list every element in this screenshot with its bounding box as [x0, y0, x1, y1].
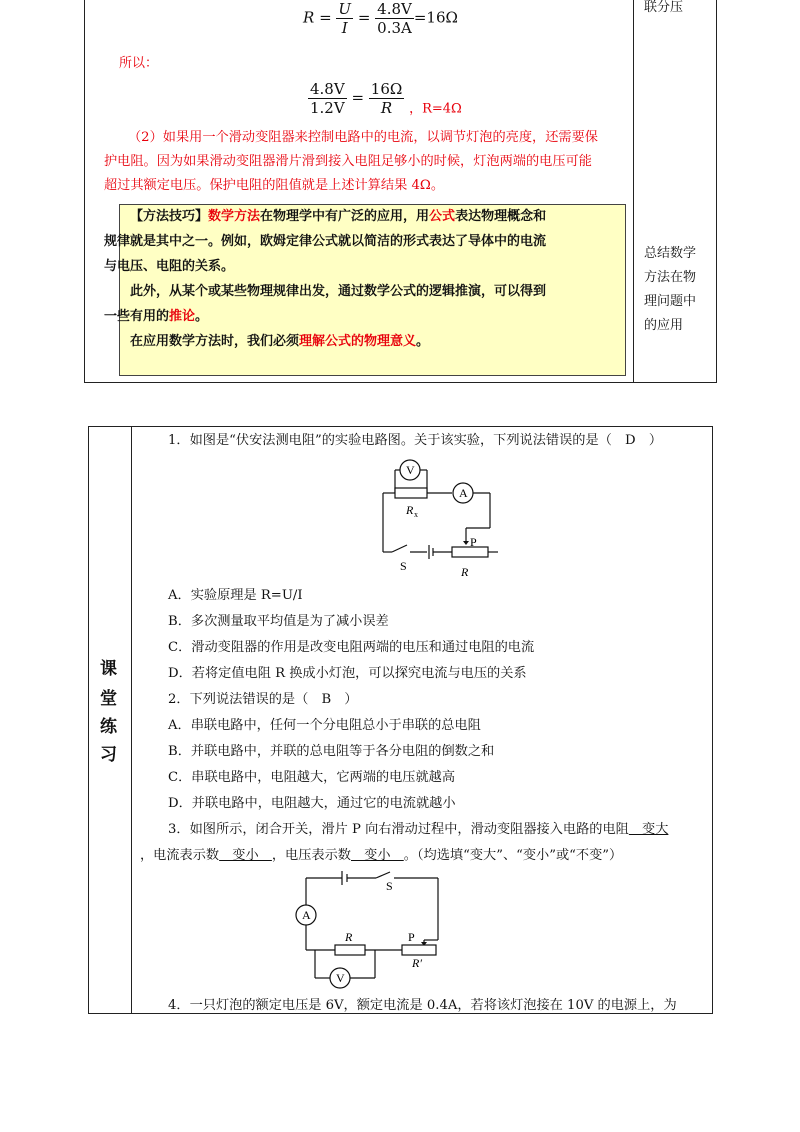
r-label: R — [345, 930, 353, 944]
option: B．多次测量取平均值是为了减小误差 — [168, 614, 389, 629]
voltmeter-label: V — [336, 971, 345, 985]
question-4: 4．一只灯泡的额定电压是 6V，额定电流是 0.4A，若将该灯泡接在 10V 的电源上，为 — [168, 998, 677, 1013]
answer-blank: 变大 — [628, 822, 669, 837]
option: D．若将定值电阻 R 换成小灯泡，可以探究电流与电压的关系 — [168, 666, 527, 681]
question-3-line1: 3．如图所示，闭合开关，滑片 P 向右滑动过程中，滑动变阻器接入电路的电阻 变大 — [168, 822, 669, 837]
fraction: $\frac{4.8V}{1.2V}$ — [310, 80, 345, 117]
para-line: （2）如果用一个滑动变阻器来控制电路中的电流，以调节灯泡的亮度，还需要保 — [128, 130, 598, 145]
switch-label: S — [386, 879, 393, 893]
rheostat — [402, 945, 436, 955]
circuit-diagram-1 — [370, 452, 510, 582]
fraction: $\frac{4.8V}{0.3A}$ — [377, 0, 412, 37]
question-2: 2．下列说法错误的是（ B ） — [168, 692, 358, 707]
rheostat-label: R′ — [412, 956, 422, 970]
rx-label: R — [406, 503, 414, 517]
option: A．串联电路中，任何一个分电阻总小于串联的总电阻 — [168, 718, 481, 733]
option: C．串联电路中，电阻越大，它两端的电压就越高 — [168, 770, 456, 785]
formula-ratio: $\frac{4.8V}{1.2V}$ = $\frac{16\Omega}{R}$ ，R=4Ω — [310, 80, 462, 117]
fraction: $\frac{16\Omega}{R}$ — [370, 80, 403, 117]
question-1: 1．如图是“伏安法测电阻”的实验电路图。关于该实验，下列说法错误的是（ D ） — [168, 433, 663, 448]
voltmeter-label: V — [406, 463, 415, 477]
circuit-diagram-2 — [290, 868, 450, 992]
fraction: $\frac{U}{I}$ — [338, 0, 352, 37]
option: D．并联电路中，电阻越大，通过它的电流就越小 — [168, 796, 456, 811]
method-tip-text: 【方法技巧】数学方法在物理学中有广泛的应用，用公式表达物理概念和 规律就是其中之一。例如，欧姆定律公式就以简洁的形式表达了导体中的电流 与电压、电阻的关系。 此外，从某个或某些物理规律出发，通过数学公式的逻辑推演，可以得到 一些有用的推论。 在应用数学方法时，我们必须理解公式的物理意义。 — [104, 209, 547, 349]
formula-answer: ，R=4Ω — [409, 101, 462, 117]
explanation-paragraph — [104, 126, 632, 198]
option: A．实验原理是 R=U/I — [168, 588, 303, 603]
side-note-summary: 总结数学 方法在物 理问题中 的应用 — [644, 246, 697, 333]
slider-label: P — [470, 535, 477, 549]
option: B．并联电路中，并联的总电阻等于各分电阻的倒数之和 — [168, 744, 495, 759]
para-line: 护电阻。因为如果滑动变阻器滑片滑到接入电阻足够小的时候，灯泡两端的电压可能 — [104, 154, 592, 169]
formula-ohm: R = $\frac{U}{I}$ = $\frac{4.8V}{0.3A}$ =16Ω — [303, 0, 458, 37]
so-label: 所以： — [119, 56, 159, 71]
option: C．滑动变阻器的作用是改变电阻两端的电压和通过电阻的电流 — [168, 640, 535, 655]
formula-var: R — [303, 8, 315, 27]
ammeter-label: A — [459, 486, 468, 500]
rheostat-label: R — [461, 565, 469, 579]
resistor-rx — [395, 488, 427, 498]
formula-result: =16Ω — [413, 8, 458, 27]
answer-blank: 变小 — [351, 848, 404, 863]
question-3-line2: ，电流表示数 变小 ，电压表示数 变小 。（均选填“变大”、“变小”或“不变”） — [140, 848, 623, 863]
para-line: 超过其额定电压。保护电阻的阻值就是上述计算结果 4Ω。 — [104, 178, 445, 193]
rx-subscript: x — [414, 510, 418, 519]
resistor-r — [335, 945, 365, 955]
answer-blank: 变小 — [219, 848, 272, 863]
side-note-top: 联分压 — [644, 0, 684, 15]
slider-label: P — [408, 930, 415, 944]
slider-arrow — [463, 541, 469, 545]
switch-label: S — [400, 559, 407, 573]
ammeter-label: A — [302, 908, 311, 922]
